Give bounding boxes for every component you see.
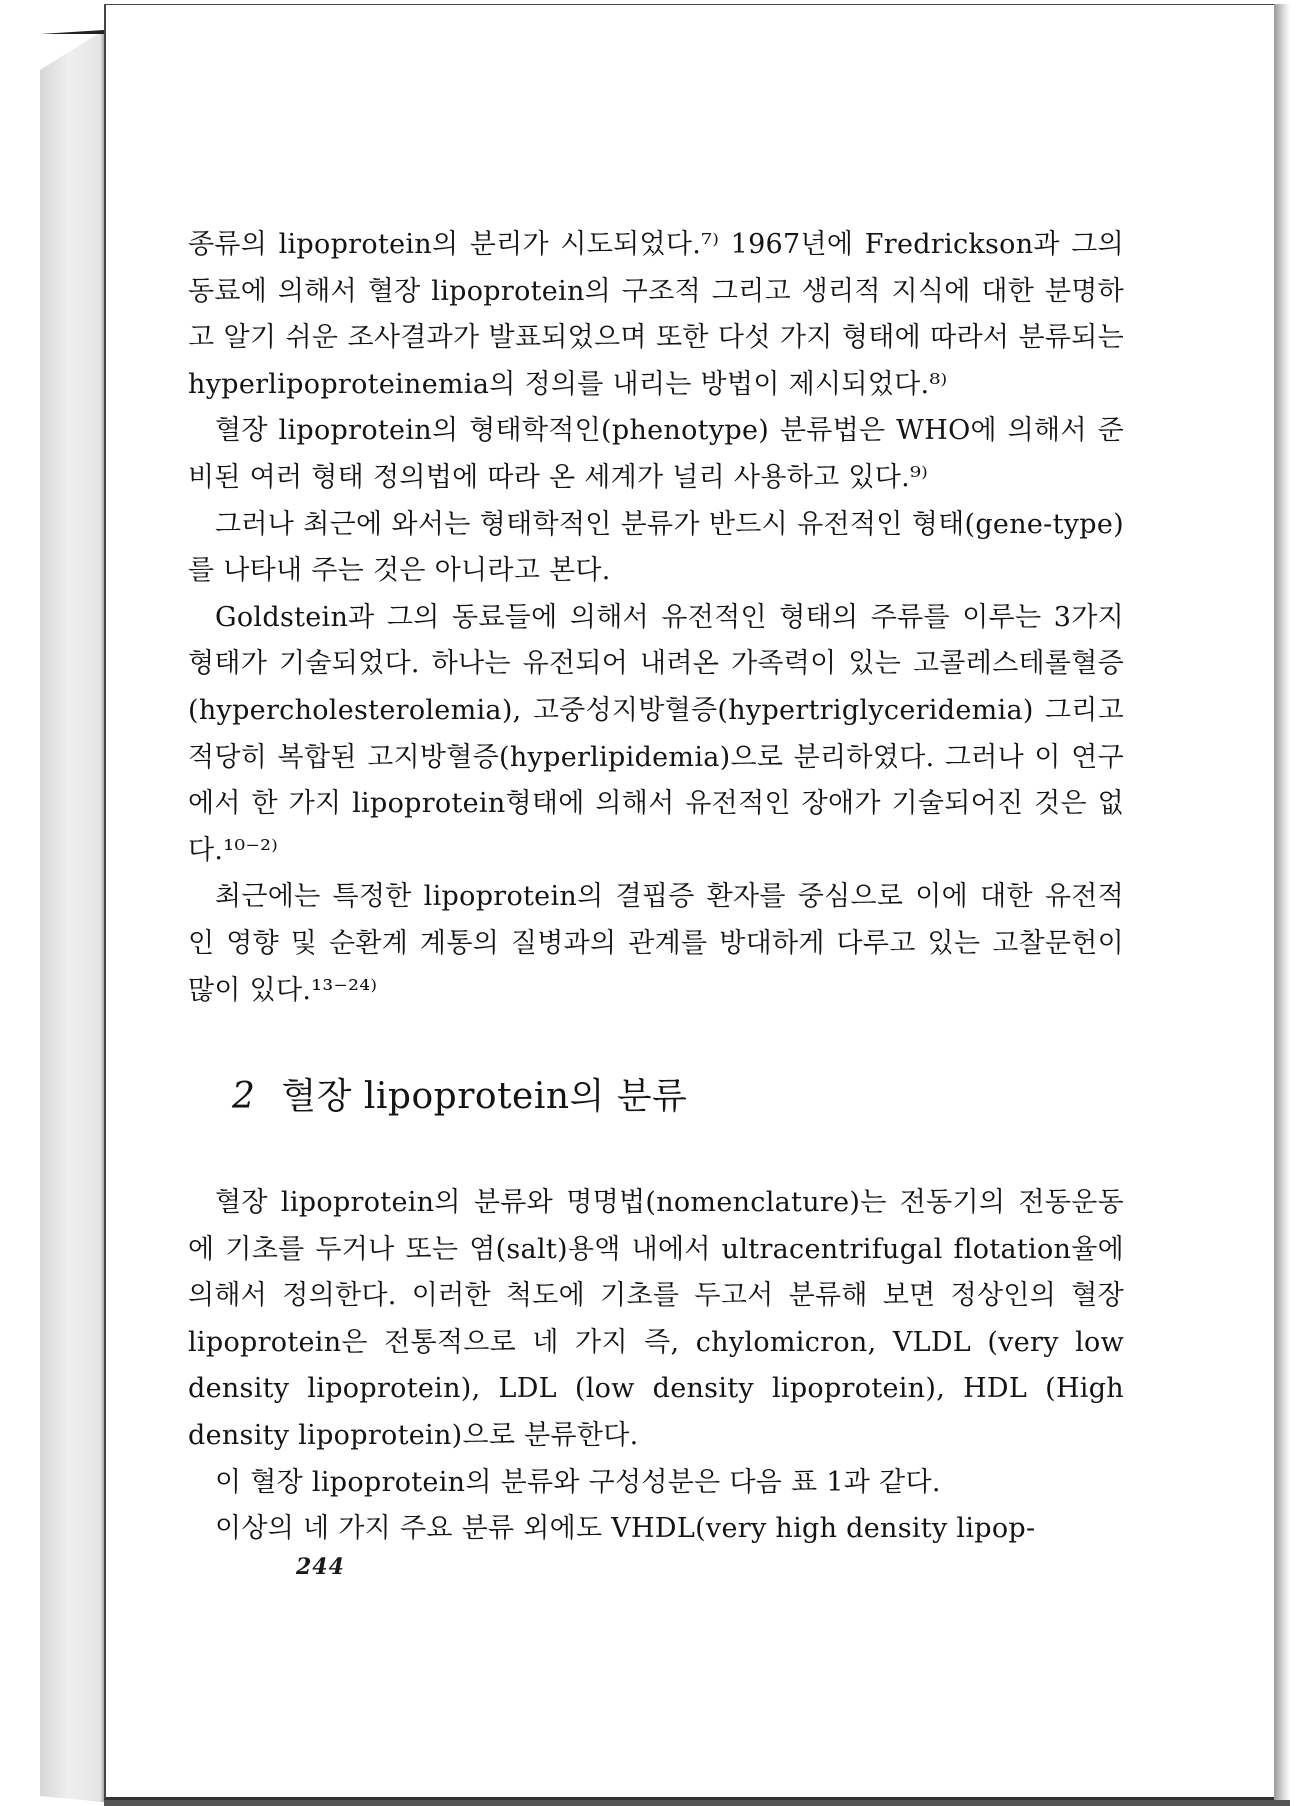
paragraph: Goldstein과 그의 동료들에 의해서 유전적인 형태의 주류를 이루는 3가지 형태가 기술되었다. 하나는 유전되어 내려온 가족력이 있는 고콜레스테롤혈증(hypercholesterolemia), 고중성지방혈증(hypertriglyceridemia) 그리고 적당히 복합된 고지방혈증(hyperlipidemia)으로 분리하였다. 그러나 이 연구에서 한 가지 lipoprotein형태에 의해서 유전적인 장애가 기술되어진 것은 없다.¹⁰⁻²⁾ [188,601,1124,866]
paragraph: 최근에는 특정한 lipoprotein의 결핍증 환자를 중심으로 이에 대한 유전적인 영향 및 순환계 계통의 질병과의 관계를 방대하게 다루고 있는 고찰문헌이 많이 있다.¹³⁻²⁴⁾ [188,881,1124,1006]
page-number: 244 [296,1554,345,1580]
page-bottom-edge [104,1800,1290,1806]
paragraph: 혈장 lipoprotein의 분류와 명명법(nomenclature)는 전동기의 전동운동에 기초를 두거나 또는 염(salt)용액 내에서 ultracentrifugal flotation율에 의해서 정의한다. 이러한 척도에 기초를 두고서 분류해 보면 정상인의 혈장 lipoprotein은 전통적으로 네 가지 즉, chylomicron, VLDL (very low density lipoprotein), LDL (low density lipoprotein), HDL (High density lipoprotein)으로 분류한다. [188,1187,1124,1452]
page-edge-shadow [1274,4,1290,1800]
paragraph: 이 혈장 lipoprotein의 분류와 구성성분은 다음 표 1과 같다. [215,1466,941,1498]
paragraph: 혈장 lipoprotein의 형태학적인(phenotype) 분류법은 WHO에 의해서 준비된 여러 형태 정의법에 따라 온 세계가 널리 사용하고 있다.⁹⁾ [188,415,1124,493]
paragraph: 그러나 최근에 와서는 형태학적인 분류가 반드시 유전적인 형태(gene-type)를 나타내 주는 것은 아니라고 본다. [188,508,1124,587]
paragraph: 종류의 lipoprotein의 분리가 시도되었다.⁷⁾ 1967년에 Fredrickson과 그의 동료에 의해서 혈장 lipoprotein의 구조적 그리고 생리적 지식에 대한 분명하고 알기 쉬운 조사결과가 발표되었으며 또한 다섯 가지 형태에 따라서 분류되는 hyperlipoproteinemia의 정의를 내리는 방법이 제시되었다.⁸⁾ [188,229,1125,400]
book-spine [40,30,104,1802]
paragraph: 이상의 네 가지 주요 분류 외에도 VHDL(very high density lipop- [215,1513,1036,1545]
page-text-block [188,222,1124,1553]
section-heading [188,1072,1124,1122]
section-title: 혈장 lipoprotein의 분류 [281,1076,688,1118]
section-number: 2 [232,1076,256,1118]
